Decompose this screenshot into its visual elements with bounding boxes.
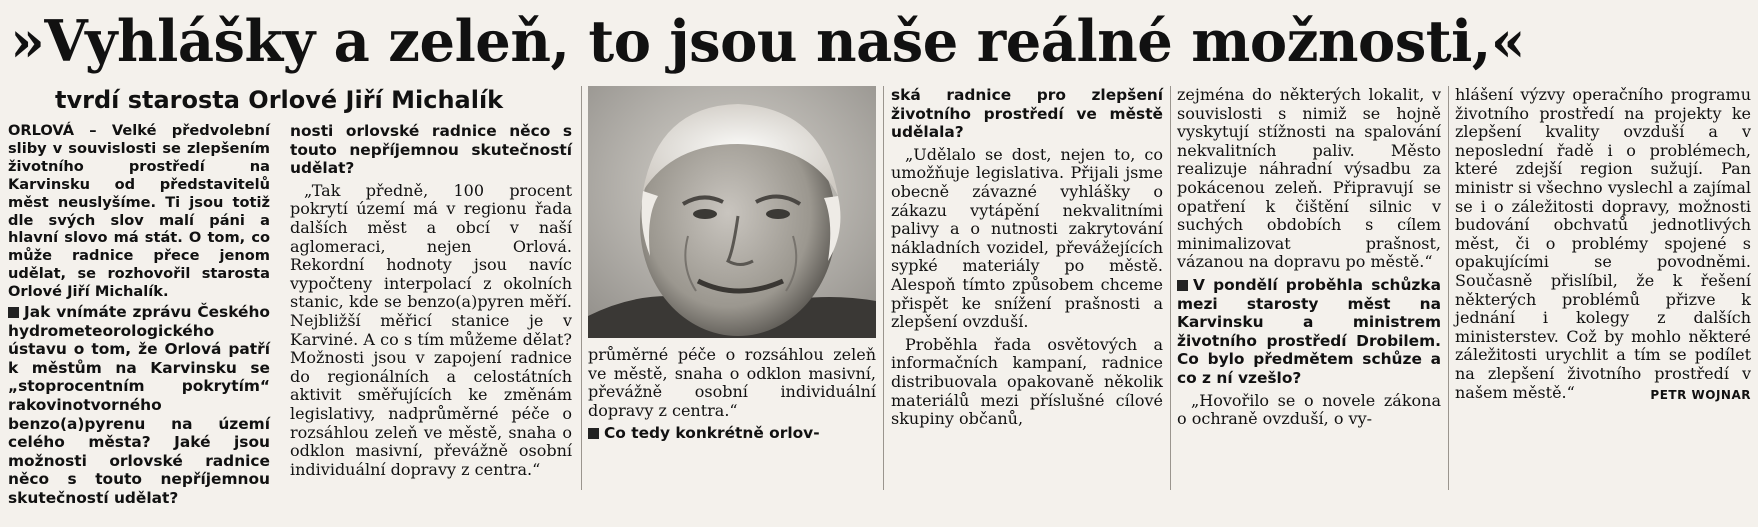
column-3-lower bbox=[588, 346, 876, 490]
question-1-continued: nosti orlovské radnice něco s touto nepříjemnou skutečností udělat? bbox=[290, 122, 572, 178]
question-3: V pondělí proběhla schůzka mezi starosty měst na Karvinsku a ministrem životního prostředí Drobilem. Co bylo předmětem schůze a co z ní vzešlo? bbox=[1177, 275, 1441, 387]
answer-2: „Udělalo se dost, nejen to, co umožňuje legislativa. Přijali jsme obecně závazné vyhlášky o zákazu vytápění nekvalitními palivy a o nutnosti zakrytování nákladních vozidel, převážejících sypké materiály po městě. Alespoň tímto způsobem chceme přispět ke snížení prašnosti a zlepšení ovzduší. bbox=[891, 144, 1163, 332]
column-4 bbox=[891, 86, 1163, 490]
answer-1: „Tak předně, 100 procent pokrytí území má v regionu řada dalších měst a obcí v naší aglomeraci, nejen Orlová. Rekordní hodnoty jsou navíc vypočteny interpolací z okolních stanic, kde se benzo(a)pyren měří. Nejbližší měřicí stanice je v Karviné. A co s tím můžeme dělat? Možnosti jsou v zapojení radnice do regionálních a celostátních aktivit směřujících ke změnám legislativy, nadprůměrné péče o rozsáhlou zeleň ve městě, snaha o odklon masivní, převážně osobní individuální dopravy z centra.“ bbox=[290, 180, 572, 479]
column-2 bbox=[290, 122, 572, 490]
column-6 bbox=[1455, 86, 1751, 490]
column-divider bbox=[1170, 86, 1171, 490]
dateline: ORLOVÁ bbox=[8, 122, 75, 139]
question-bullet-icon bbox=[1177, 280, 1188, 291]
question-2-continued: ská radnice pro zlepšení životního prostředí ve městě udělala? bbox=[891, 86, 1163, 142]
answer-2b-continued: zejména do některých lokalit, v souvislosti s nimiž se hojně vyskytují stížnosti na spalování nekvalitních paliv. Město realizuje náhradní výsadbu za pokácenou zeleň. Připravují se opatření k čištění silnic v suchých obdobích s cílem minimalizovat prašnost, vázanou na dopravu po městě.“ bbox=[1177, 85, 1441, 272]
lead-paragraph bbox=[8, 122, 270, 301]
question-1: Jak vnímáte zprávu Českého hydrometeorologického ústavu o tom, že Orlová patří k městům na Karvinsku se „stoprocentním pokrytím“ rakovinotvorného benzo(a)pyrenu na území celého města? Jaké jsou možnosti orlovské radnice něco s touto nepříjemnou skutečností udělat? bbox=[8, 303, 270, 507]
answer-3-continued: hlášení výzvy operačního programu životního prostředí na projekty ke zlepšení kvality ovzduší a v neposlední řadě i o problémech, které zdejší region sužují. Pan ministr si všechno vyslechl a zajímal se i o záležitosti dopravy, možnosti budování obchvatů jednotlivých měst, či o problémy spojené s opakujícími se povodněmi. Současně přislíbil, že k řešení některých problémů přizve k jednání i kolegy z dalších ministerstev. Což by mohlo některé záležitosti urychlit a tím se podílet na zlepšení životního prostředí v našem městě.“ PETR WOJNAR bbox=[1455, 86, 1751, 402]
answer-1-continued: průměrné péče o rozsáhlou zeleň ve městě, snaha o odklon masivní, převážně osobní individuální dopravy z centra.“ bbox=[588, 345, 876, 420]
byline: PETR WOJNAR bbox=[1650, 387, 1751, 402]
column-divider bbox=[1448, 86, 1449, 490]
answer-2b-start: Proběhla řada osvětových a informačních kampaní, radnice distribuovala opakovaně několik materiálů mezi příslušné cílové skupiny občanů, bbox=[891, 334, 1163, 429]
answer-3-start: „Hovořilo se o novele zákona o ochraně ovzduší, o vy- bbox=[1177, 390, 1441, 429]
mayor-photo bbox=[588, 86, 876, 338]
question-bullet-icon bbox=[588, 428, 599, 439]
portrait-image bbox=[588, 86, 876, 338]
question-bullet-icon bbox=[8, 307, 19, 318]
column-5 bbox=[1177, 86, 1441, 490]
lead-text: – Velké předvolební sliby v souvislosti se zlepšením životního prostředí na Karvinsku od představitelů měst neuslyšíme. Ti jsou totiž dle svých slov malí páni a hlavní slovo má stát. O tom, co může radnice přece jenom udělat, se rozhovořil starosta Orlové Jiří Michalík. bbox=[8, 122, 270, 301]
subheadline: tvrdí starosta Orlové Jiří Michalík bbox=[55, 86, 504, 114]
question-2: Co tedy konkrétně orlov- bbox=[588, 424, 876, 443]
column-divider bbox=[883, 86, 884, 490]
column-1 bbox=[8, 122, 270, 507]
headline: »Vyhlášky a zeleň, to jsou naše reálné možnosti,« bbox=[10, 8, 1526, 75]
column-divider bbox=[581, 86, 582, 490]
